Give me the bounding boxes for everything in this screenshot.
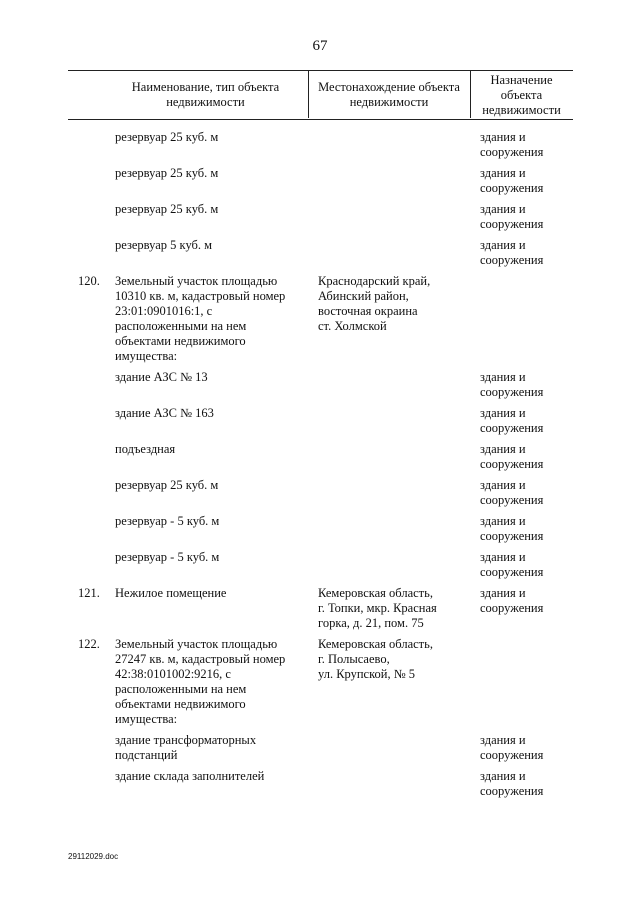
object-purpose: здания и сооружения	[480, 130, 544, 159]
page-number: 67	[312, 38, 328, 54]
object-name: здание АЗС № 163	[115, 406, 214, 420]
table-row	[68, 406, 573, 442]
header-location: Местонахождение объекта недвижимости	[318, 80, 460, 109]
object-name: резервуар 5 куб. м	[115, 238, 213, 252]
object-name: здание трансформаторных подстанций	[115, 733, 257, 762]
object-purpose: здания и сооружения	[480, 202, 544, 231]
table-row	[68, 442, 573, 478]
header-name-type: Наименование, тип объекта недвижимости	[131, 80, 280, 109]
table-row	[68, 550, 573, 586]
table-row	[68, 202, 573, 238]
row-number: 121.	[78, 586, 100, 600]
object-name: Нежилое помещение	[115, 586, 227, 600]
table-header	[68, 70, 573, 120]
header-purpose: Назначение объекта недвижимости	[482, 72, 561, 117]
object-name: здание склада заполнителей	[115, 769, 265, 783]
object-name: Земельный участок площадью 27247 кв. м, кадастровый номер 42:38:0101002:9216, с расположенными на нем объектами недвижимого имущества:	[115, 637, 286, 726]
object-purpose: здания и сооружения	[480, 406, 544, 435]
object-purpose: здания и сооружения	[480, 769, 544, 798]
table-row	[68, 769, 573, 805]
header-divider	[470, 70, 471, 118]
table-row	[68, 238, 573, 274]
row-number: 122.	[78, 637, 100, 651]
object-purpose: здания и сооружения	[480, 238, 544, 267]
object-location: Кемеровская область, г. Топки, мкр. Красная горка, д. 21, пом. 75	[318, 586, 437, 630]
object-location: Краснодарский край, Абинский район, восточная окраина ст. Холмской	[318, 274, 431, 333]
object-purpose: здания и сооружения	[480, 442, 544, 471]
table-row	[68, 370, 573, 406]
table-row	[68, 586, 573, 637]
object-name: резервуар 25 куб. м	[115, 130, 219, 144]
table-body	[68, 130, 573, 805]
object-name: резервуар 25 куб. м	[115, 166, 219, 180]
table-row	[68, 478, 573, 514]
table-row	[68, 130, 573, 166]
object-purpose: здания и сооружения	[480, 166, 544, 195]
table-row	[68, 733, 573, 769]
object-name: здание АЗС № 13	[115, 370, 208, 384]
object-purpose: здания и сооружения	[480, 733, 544, 762]
object-purpose: здания и сооружения	[480, 550, 544, 579]
object-name: резервуар - 5 куб. м	[115, 514, 220, 528]
object-purpose: здания и сооружения	[480, 370, 544, 399]
object-name: резервуар 25 куб. м	[115, 202, 219, 216]
object-purpose: здания и сооружения	[480, 586, 544, 615]
document-filename: 29112029.doc	[68, 852, 119, 861]
object-name: резервуар - 5 куб. м	[115, 550, 220, 564]
object-name: Земельный участок площадью 10310 кв. м, кадастровый номер 23:01:0901016:1, с расположенными на нем объектами недвижимого имущества:	[115, 274, 286, 363]
table-row	[68, 514, 573, 550]
object-location: Кемеровская область, г. Полысаево, ул. Крупской, № 5	[318, 637, 433, 681]
object-name: резервуар 25 куб. м	[115, 478, 219, 492]
row-number: 120.	[78, 274, 100, 288]
table-row	[68, 166, 573, 202]
header-divider	[308, 70, 309, 118]
object-purpose: здания и сооружения	[480, 478, 544, 507]
object-name: подъездная	[115, 442, 176, 456]
table-row	[68, 274, 573, 370]
object-purpose: здания и сооружения	[480, 514, 544, 543]
table-row	[68, 637, 573, 733]
